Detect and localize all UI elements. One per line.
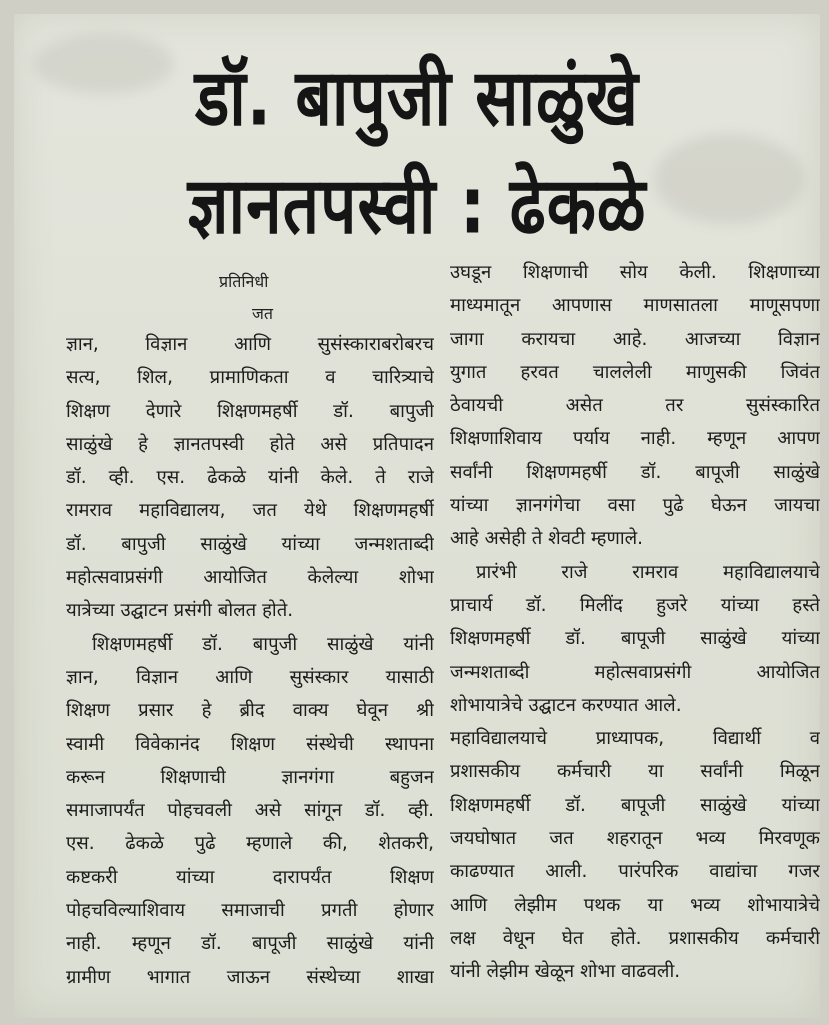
text-line: स्वामी विवेकानंद शिक्षण संस्थेची स्थापना — [66, 733, 434, 755]
text-line: शिक्षण देणारे शिक्षणमहर्षी डॉ. बापुजी — [66, 400, 434, 422]
text-line: ग्रामीण भागात जाऊन संस्थेच्या शाखा — [66, 966, 434, 988]
text-line: शिक्षणाशिवाय पर्याय नाही. म्हणून आपण — [450, 428, 820, 450]
text-line: डॉ. बापुजी साळुंखे यांच्या जन्मशताब्दी — [66, 533, 434, 555]
text-line: जयघोषात जत शहरातून भव्य मिरवणूक — [450, 828, 820, 850]
text-line: नाही. म्हणून डॉ. बापूजी साळुंखे यांनी — [66, 933, 434, 955]
text-line: सत्य, शिल, प्रामाणिकता व चारित्र्याचे — [66, 367, 434, 389]
text-line: सर्वांनी शिक्षणमहर्षी डॉ. बापूजी साळुंखे — [450, 461, 820, 483]
text-line: उघडून शिक्षणाची सोय केली. शिक्षणाच्या — [450, 262, 820, 283]
text-line: पोहचविल्याशिवाय समाजाची प्रगती होणार — [66, 900, 434, 922]
text-line: शिक्षणमहर्षी डॉ. बापुजी साळुंखे यांनी — [92, 633, 434, 655]
text-line: साळुंखे हे ज्ञानतपस्वी होते असे प्रतिपादन — [66, 433, 434, 455]
article-left-column — [66, 328, 434, 994]
text-line: शिक्षणमहर्षी डॉ. बापूजी साळुंखे यांच्या — [450, 628, 820, 650]
text-line: आहे असेही ते शेवटी म्हणाले. — [450, 528, 644, 550]
text-line: जागा करायचा आहे. आजच्या विज्ञान — [450, 328, 820, 350]
text-line: यांनी लेझीम खेळून शोभा वाढवली. — [450, 961, 681, 983]
text-line: जन्मशताब्दी महोत्सवाप्रसंगी आयोजित — [450, 661, 820, 683]
text-line: युगात हरवत चाललेली माणुसकी जिवंत — [450, 361, 820, 383]
text-line: यात्रेच्या उद्घाटन प्रसंगी बोलत होते. — [66, 600, 294, 622]
text-line: कष्टकरी यांच्या दारापर्यंत शिक्षण — [66, 866, 434, 888]
headline-line-2: ज्ञानतपस्वी : ढेकळे — [187, 161, 647, 253]
text-line: महोत्सवाप्रसंगी आयोजित केलेल्या शोभा — [66, 567, 434, 589]
text-line: प्रशासकीय कर्मचारी या सर्वांनी मिळून — [450, 761, 820, 783]
text-line: यांच्या ज्ञानगंगेचा वसा पुढे घेऊन जायचा — [450, 495, 820, 517]
text-line: महाविद्यालयाचे प्राध्यापक, विद्यार्थी व — [450, 728, 820, 750]
text-line: माध्यमातून आपणास माणसातला माणूसपणा — [450, 295, 820, 317]
text-line: रामराव महाविद्यालय, जत येथे शिक्षणमहर्षी — [66, 500, 434, 522]
text-line: आणि लेझीम पथक या भव्य शोभायात्रेचे — [450, 894, 820, 916]
headline-line-1: डॉ. बापुजी साळुंखे — [194, 53, 640, 145]
text-line: शिक्षणमहर्षी डॉ. बापूजी साळुंखे यांच्या — [450, 794, 820, 816]
text-line: शोभायात्रेचे उद्घाटन करण्यात आले. — [450, 694, 682, 716]
newspaper-clipping — [14, 14, 820, 1018]
text-line: लक्ष वेधून घेत होते. प्रशासकीय कर्मचारी — [450, 927, 820, 949]
text-line: काढण्यात आली. पारंपरिक वाद्यांचा गजर — [450, 861, 820, 883]
text-line: करून शिक्षणाची ज्ञानगंगा बहुजन — [66, 766, 434, 788]
text-line: ज्ञान, विज्ञान आणि सुसंस्काराबरोबरच — [66, 334, 434, 355]
text-line: शिक्षण प्रसार हे ब्रीद वाक्य घेवून श्री — [66, 700, 434, 722]
byline-place: जत — [252, 304, 273, 323]
text-line: प्रारंभी राजे रामराव महाविद्यालयाचे — [476, 561, 820, 583]
byline-reporter: प्रतिनिधी — [219, 272, 269, 291]
text-line: एस. ढेकळे पुढे म्हणाले की, शेतकरी, — [66, 833, 434, 855]
text-line: समाजापर्यंत पोहचवली असे सांगून डॉ. व्ही. — [66, 800, 434, 822]
text-line: ज्ञान, विज्ञान आणि सुसंस्कार यासाठी — [66, 666, 434, 688]
text-line: डॉ. व्ही. एस. ढेकळे यांनी केले. ते राजे — [66, 467, 434, 489]
text-line: प्राचार्य डॉ. मिलींद हुजरे यांच्या हस्ते — [450, 594, 820, 616]
text-line: ठेवायची असेत तर सुसंस्कारित — [450, 395, 820, 417]
article-right-column — [450, 256, 820, 989]
